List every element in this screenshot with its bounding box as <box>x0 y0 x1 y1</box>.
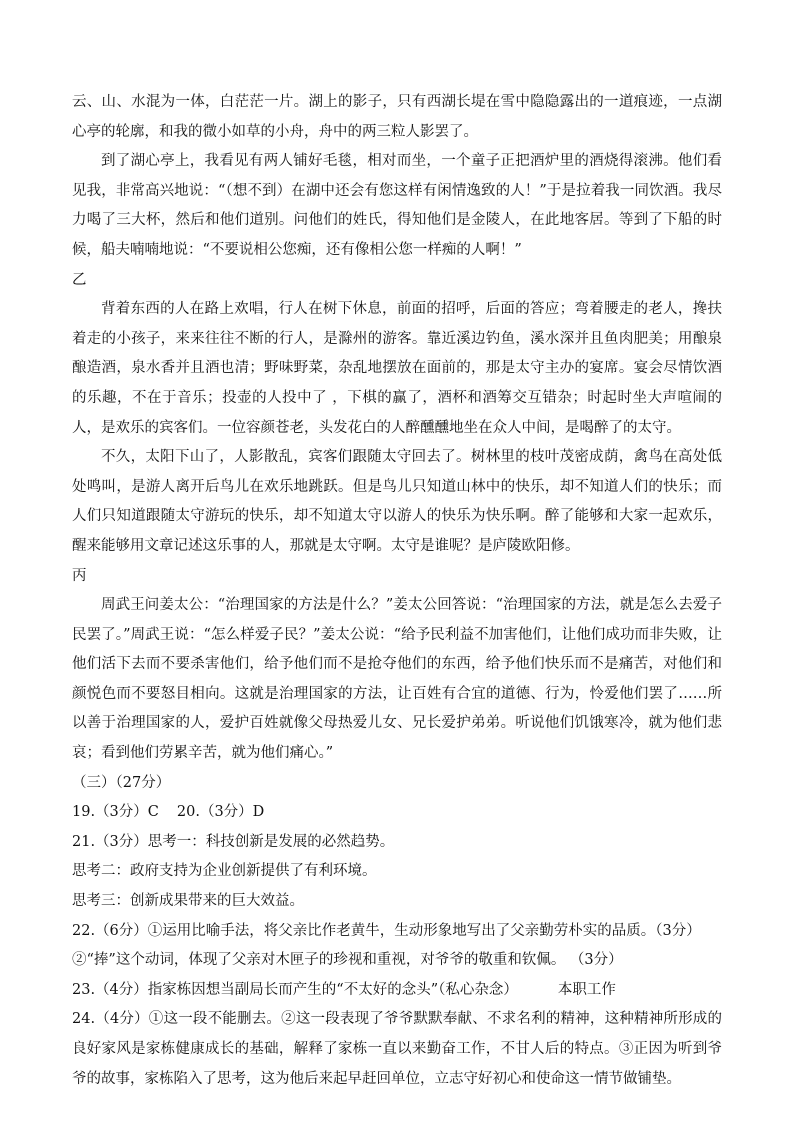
answer-22-line-1: 22.（6分）①运用比喻手法，将父亲比作老黄牛，生动形象地写出了父亲勤劳朴实的品质。（3分） <box>72 922 701 939</box>
passage-yi-paragraph-2: 不久，太阳下山了，人影散乱，宾客们跟随太守回去了。树林里的枝叶茂密成荫，禽鸟在高处低处鸣叫，是游人离开后鸟儿在欢乐地跳跃。但是鸟儿只知道山林中的快乐，却不知道人们的快乐；而人们只知道跟随太守游玩的快乐，却不知道太守以游人的快乐为快乐啊。醉了能够和大家一起欢乐，醒来能够用文章记述这乐事的人，那就是太守啊。太守是谁呢？是庐陵欧阳修。 <box>72 449 722 554</box>
answer-24: 24.（4分）①这一段不能删去。②这一段表现了爷爷默默奉献、不求名利的精神，这种精神所形成的良好家风是家栋健康成长的基础，解释了家栋一直以来勤奋工作，不甘人后的特点。③正因为听到爷爷的故事，家栋陷入了思考，这为他后来起早赶回单位，立志守好初心和使命这一情节做铺垫。 <box>72 1011 722 1087</box>
passage-bing-paragraph-1: 周武王问姜太公：“治理国家的方法是什么？”姜太公回答说：“治理国家的方法，就是怎么去爱子民罢了。”周武王说：“怎么样爱子民？”姜太公说：“给予民利益不加害他们，让他们成功而非失败，让他们活下去而不要杀害他们，给予他们而不是抢夺他们的东西，给予他们快乐而不是痛苦，对他们和颜悦色而不要怒目相向。这就是治理国家的方法，让百姓有合宜的道德、行为，怜爱他们罢了……所以善于治理国家的人，爱护百姓就像父母热爱儿女、兄长爱护弟弟。听说他们饥饿寒冷，就为他们悲哀；看到他们劳累辛苦，就为他们痛心。” <box>72 597 722 762</box>
answer-19-20-line <box>72 798 722 828</box>
answer-23-part-a: 23.（4分）指家栋因想当副局长而产生的“不太好的念头”（私心杂念） <box>72 981 518 998</box>
answer-21-line-2: 思考二：政府支持为企业创新提供了有利环境。 <box>72 863 377 880</box>
passage-yi-label: 乙 <box>72 271 87 288</box>
answer-19: 19.（3分）C <box>72 804 159 821</box>
answer-22-line-2: ②“捧”这个动词，体现了父亲对木匣子的珍视和重视，对爷爷的敬重和钦佩。 （3分） <box>72 952 623 969</box>
answer-21-line-1: 21.（3分）思考一：科技创新是发展的必然趋势。 <box>72 833 395 850</box>
passage-jia-paragraph-2: 到了湖心亭上，我看见有两人铺好毛毯，相对而坐，一个童子正把酒炉里的酒烧得滚沸。他们看见我，非常高兴地说：“（想不到）在湖中还会有您这样有闲情逸致的人！”于是拉着我一同饮酒。我尽力喝了三大杯，然后和他们道别。问他们的姓氏，得知他们是金陵人，在此地客居。等到了下船的时候，船夫喃喃地说：“不要说相公您痴，还有像相公您一样痴的人啊！” <box>72 153 722 258</box>
answer-20: 20.（3分）D <box>176 804 265 821</box>
answer-23-part-b: 本职工作 <box>557 981 616 998</box>
passage-yi-paragraph-1: 背着东西的人在路上欢唱，行人在树下休息，前面的招呼，后面的答应；弯着腰走的老人，搀扶着走的小孩子，来来往往不断的行人，是滁州的游客。靠近溪边钓鱼，溪水深并且鱼肉肥美；用酿泉酿造酒，泉水香并且酒也清；野味野菜，杂乱地摆放在面前的，那是太守主办的宴席。宴会尽情饮酒的乐趣，不在于音乐；投壶的人投中了 ，下棋的赢了，酒杯和酒筹交互错杂；时起时坐大声喧闹的人，是欢乐的宾客们。一位容颜苍老，头发花白的人醉醺醺地坐在众人中间，是喝醉了的太守。 <box>72 301 722 436</box>
passage-jia-paragraph-1: 云、山、水混为一体，白茫茫一片。湖上的影子，只有西湖长堤在雪中隐隐露出的一道痕迹，一点湖心亭的轮廓，和我的微小如草的小舟，舟中的两三粒人影罢了。 <box>72 94 722 140</box>
answer-21-line-3: 思考三：创新成果带来的巨大效益。 <box>72 893 304 910</box>
answer-23-line <box>72 976 722 1006</box>
document-page <box>72 88 722 1094</box>
section-three-heading: （三）（27分） <box>72 774 171 791</box>
passage-bing-label: 丙 <box>72 567 87 584</box>
